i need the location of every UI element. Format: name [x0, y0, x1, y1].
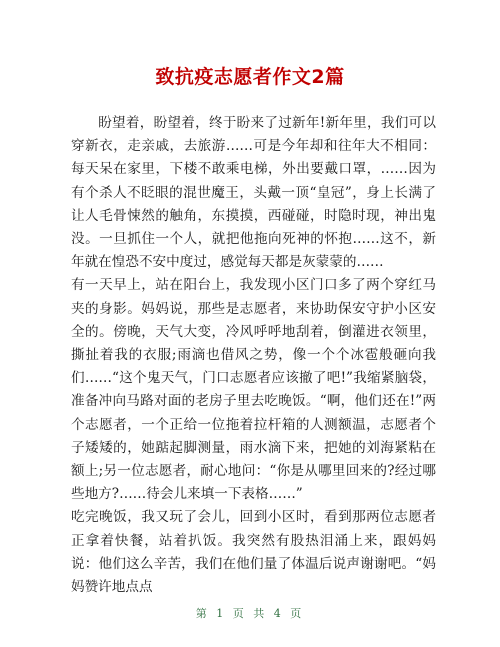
paragraph: 有一天早上，站在阳台上，我发现小区门口多了两个穿红马夹的身影。妈妈说，那些是志愿者，来协助保安守护小区安全的。傍晚，天气大变，冷风呼呼地刮着，倒灌进衣领里，撕扯着我的衣服;雨滴也借风之势，像一个个冰雹般砸向我们……“这个鬼天气，门口志愿者应该撤了吧!”我缩紧脑袋，准备冲向马路对面的老房子里去吃晚饭。“啊，他们还在!”两个志愿者，一个正给一位拖着拉杆箱的人测额温，志愿者个子矮矮的，她踮起脚测量，雨水滴下来，把她的刘海紧粘在额上;另一位志愿者，耐心地问：“你是从哪里回来的?经过哪些地方?……待会儿来填一下表格……” — [71, 277, 436, 503]
paragraph: 吃完晚饭，我又玩了会儿，回到小区时，看到那两位志愿者正拿着快餐，站着扒饭。我突然有股热泪涌上来，跟妈妈说：他们这么辛苦，我们在他们量了体温后说声谢谢吧。“妈妈赞许地点点 — [71, 509, 436, 596]
document-title: 致抗疫志愿者作文2篇 — [155, 66, 345, 88]
document-body — [71, 112, 436, 599]
paragraph: 盼望着，盼望着，终于盼来了过新年!新年里，我们可以穿新衣，走亲戚，去旅游……可是今年却和往年大不相同：每天呆在家里，下楼不敢乘电梯，外出要戴口罩，……因为有个杀人不眨眼的混世魔王，头戴一顶“皇冠”，身上长满了让人毛骨悚然的触角，东摸摸，西碰碰，时隐时现，神出鬼没。一旦抓住一个人，就把他拖向死神的怀抱……这不，新年就在惶恐不安中度过，感觉每天都是灰蒙蒙的…… — [71, 115, 436, 271]
page-number: 第 1 页 共 4 页 — [195, 607, 305, 620]
